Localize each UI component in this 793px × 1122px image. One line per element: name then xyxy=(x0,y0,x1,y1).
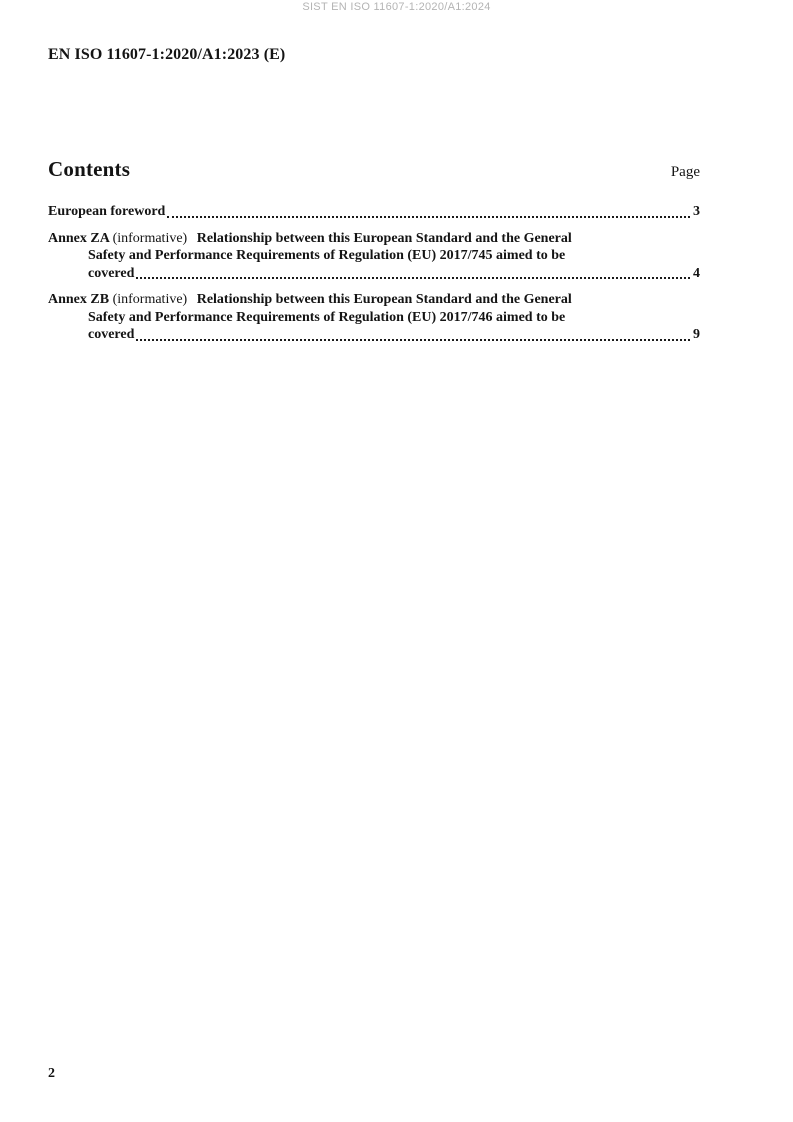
toc-entry-title-continuation: Safety and Performance Requirements of Regulation (EU) 2017/745 aimed to be xyxy=(88,248,566,263)
dot-leader xyxy=(167,216,690,218)
toc-entry-line xyxy=(48,203,700,221)
toc-entry-label: Annex ZB xyxy=(48,292,110,307)
toc-entry-title: Relationship between this European Standard and the General xyxy=(196,230,572,246)
toc-entry-title-continuation: Safety and Performance Requirements of Regulation (EU) 2017/746 aimed to be xyxy=(88,309,566,325)
dot-leader xyxy=(136,277,690,279)
table-of-contents xyxy=(48,203,700,353)
toc-entry-annex-zb[interactable] xyxy=(48,291,700,344)
toc-page-number: 3 xyxy=(693,204,700,219)
toc-entry-qualifier: (informative) xyxy=(112,292,188,307)
toc-entry-qualifier: (informative) xyxy=(112,230,188,246)
toc-page-number: 4 xyxy=(693,265,700,281)
toc-entry-title: Relationship between this European Standard and the General xyxy=(196,292,572,307)
toc-entry-label: Annex ZA xyxy=(48,230,110,246)
footer-page-number: 2 xyxy=(48,1066,55,1081)
toc-entry-line xyxy=(48,230,700,248)
toc-entry-line xyxy=(48,291,700,309)
document-identifier: EN ISO 11607-1:2020/A1:2023 (E) xyxy=(48,46,286,63)
contents-heading: Contents xyxy=(48,157,131,181)
toc-entry-line xyxy=(48,265,700,283)
watermark-text: SIST EN ISO 11607-1:2020/A1:2024 xyxy=(302,1,491,13)
toc-entry-title-continuation: covered xyxy=(88,265,135,281)
toc-entry-european-foreword[interactable] xyxy=(48,203,700,221)
toc-page-number: 9 xyxy=(693,327,700,342)
toc-entry-title-continuation: covered xyxy=(88,327,135,342)
contents-header-row xyxy=(48,157,700,182)
toc-entry-annex-za[interactable] xyxy=(48,230,700,283)
dot-leader xyxy=(136,339,690,341)
toc-entry-line xyxy=(48,326,700,344)
page-column-label: Page xyxy=(670,164,700,180)
toc-entry-label: European foreword xyxy=(48,204,166,219)
